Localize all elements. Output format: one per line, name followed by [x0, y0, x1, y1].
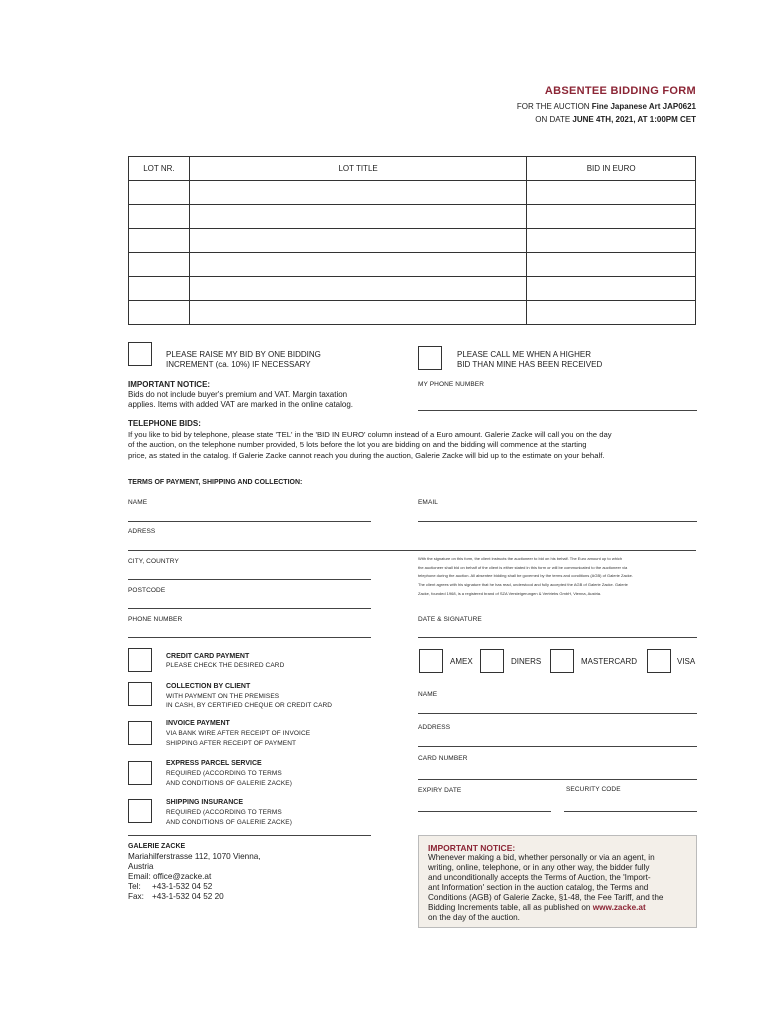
invoice-option: INVOICE PAYMENT VIA BANK WIRE AFTER RECEIPT OF INVOICE SHIPPING AFTER RECEIPT OF PAYMENT: [166, 720, 311, 747]
lot-nr-cell[interactable]: [129, 205, 190, 229]
phone-label: PHONE NUMBER: [128, 616, 183, 623]
credit-card-option: CREDIT CARD PAYMENT PLEASE CHECK THE DESIRED CARD: [166, 653, 285, 669]
lot-nr-cell[interactable]: [129, 229, 190, 253]
lot-title-cell[interactable]: [189, 181, 526, 205]
card-address-label: ADDRESS: [418, 724, 451, 731]
visa-checkbox[interactable]: [647, 649, 671, 673]
company-info: GALERIE ZACKE Mariahilferstrasse 112, 1070 Vienna, Austria Email: office@zacke.at Tel: +43-1-532 04 52 Fax: +43-1-532 04 52 20: [128, 843, 261, 901]
lot-title-cell[interactable]: [189, 205, 526, 229]
company-email: Email: office@zacke.at: [128, 872, 212, 881]
bid-cell[interactable]: [527, 253, 696, 277]
call-me-checkbox[interactable]: [418, 346, 442, 370]
shipping-insurance-checkbox[interactable]: [128, 799, 152, 823]
col-bid: BID IN EURO: [527, 157, 696, 181]
signature-input[interactable]: [418, 637, 697, 638]
expiry-input[interactable]: [418, 811, 551, 812]
my-phone-label: MY PHONE NUMBER: [418, 381, 485, 388]
terms-title: TERMS OF PAYMENT, SHIPPING AND COLLECTION:: [128, 479, 303, 486]
date-signature-label: DATE & SIGNATURE: [418, 616, 482, 623]
email-input[interactable]: [418, 521, 697, 522]
notice-title: IMPORTANT NOTICE:: [428, 843, 516, 853]
bid-cell[interactable]: [527, 229, 696, 253]
phone-input[interactable]: [128, 637, 371, 638]
postcode-label: POSTCODE: [128, 587, 166, 594]
lot-title-cell[interactable]: [189, 277, 526, 301]
mastercard-checkbox[interactable]: [550, 649, 574, 673]
raise-bid-checkbox[interactable]: [128, 342, 152, 366]
city-label: CITY, COUNTRY: [128, 558, 179, 565]
card-number-input[interactable]: [418, 779, 697, 780]
security-code-label: SECURITY CODE: [566, 786, 621, 793]
visa-label: VISA: [677, 657, 696, 666]
shipping-insurance-option: SHIPPING INSURANCE REQUIRED (ACCORDING TO TERMS AND CONDITIONS OF GALERIE ZACKE): [166, 799, 292, 826]
address-input[interactable]: [128, 550, 696, 551]
lot-row: [129, 205, 696, 229]
express-parcel-checkbox[interactable]: [128, 761, 152, 785]
email-label: EMAIL: [418, 499, 439, 506]
col-lot-title: LOT TITLE: [189, 157, 526, 181]
important-notice-box: [418, 835, 697, 928]
card-name-input[interactable]: [418, 713, 697, 714]
amex-label: AMEX: [450, 657, 473, 666]
lot-title-cell[interactable]: [189, 229, 526, 253]
credit-card-checkbox[interactable]: [128, 648, 152, 672]
form-header: [517, 85, 696, 124]
name-label: NAME: [128, 499, 148, 506]
company-tel: +43-1-532 04 52: [152, 882, 213, 891]
important-title: IMPORTANT NOTICE:: [128, 380, 211, 389]
auction-name: Fine Japanese Art JAP0621: [591, 102, 696, 111]
lot-row: [129, 229, 696, 253]
address-label: ADRESS: [128, 528, 156, 535]
lot-row: [129, 301, 696, 325]
amex-checkbox[interactable]: [419, 649, 443, 673]
lot-nr-cell[interactable]: [129, 253, 190, 277]
mastercard-label: MASTERCARD: [581, 657, 638, 666]
invoice-checkbox[interactable]: [128, 721, 152, 745]
date-line: ON DATE JUNE 4TH, 2021, AT 1:00PM CET: [535, 115, 696, 124]
call-me-label: PLEASE CALL ME WHEN A HIGHER BID THAN MINE HAS BEEN RECEIVED: [457, 350, 603, 369]
bid-cell[interactable]: [527, 277, 696, 301]
lots-header-row: [129, 157, 696, 181]
lot-title-cell[interactable]: [189, 253, 526, 277]
lot-row: [129, 181, 696, 205]
raise-bid-label: PLEASE RAISE MY BID BY ONE BIDDING INCREMENT (ca. 10%) IF NECESSARY: [166, 350, 321, 369]
col-lot-nr: LOT NR.: [129, 157, 190, 181]
card-name-label: NAME: [418, 691, 438, 698]
card-address-input[interactable]: [418, 746, 697, 747]
city-input[interactable]: [128, 579, 371, 580]
collection-checkbox[interactable]: [128, 682, 152, 706]
name-input[interactable]: [128, 521, 371, 522]
form-title: ABSENTEE BIDDING FORM: [544, 85, 696, 97]
diners-checkbox[interactable]: [480, 649, 504, 673]
bid-cell[interactable]: [527, 301, 696, 325]
express-parcel-option: EXPRESS PARCEL SERVICE REQUIRED (ACCORDING TO TERMS AND CONDITIONS OF GALERIE ZACKE): [166, 760, 292, 787]
notice-text: Whenever making a bid, whether personally or via an agent, in writing, online, telephone, or in any other way, the bidder fully and unconditionally accepts the Terms of Auction, the 'Import- ant Information' section in the auction catalog, the Terms and Conditions (AGB) of Galerie Zacke, §1-48, the Fee Tariff, and the Bidding Increments table, all as published on www.zacke.at on the day of the auction.: [428, 853, 664, 922]
collection-option: COLLECTION BY CLIENT WITH PAYMENT ON THE PREMISES IN CASH, BY CERTIFIED CHEQUE OR CREDIT CARD: [166, 683, 333, 709]
lot-row: [129, 253, 696, 277]
signature-disclaimer: With the signature on this form, the client instructs the auctioneer to bid on his behalf. The Euro amount up to which the auctioneer shall bid on behalf of the client is either stated in this form or will be communicated to the auctioneer via telephone during the auction. All absentee bidding shall be governed by the terms and conditions (AGB) of Galerie Zacke. The client agrees with his signature that he has read, understood and fully accepted the AGB of Galerie Zacke. Galerie Zacke, founded 1968, is a registered brand of SZA Versteigerungen & Vertriebs GmbH, Vienna, Austria.: [418, 556, 634, 596]
security-code-input[interactable]: [564, 811, 697, 812]
card-number-label: CARD NUMBER: [418, 755, 468, 762]
lot-title-cell[interactable]: [189, 301, 526, 325]
lot-row: [129, 277, 696, 301]
company-name: GALERIE ZACKE: [128, 843, 186, 850]
lot-nr-cell[interactable]: [129, 277, 190, 301]
important-notice: IMPORTANT NOTICE: Bids do not include buyer's premium and VAT. Margin taxation applies. Items with added VAT are marked in the online catalog.: [128, 380, 354, 409]
lot-nr-cell[interactable]: [129, 181, 190, 205]
postcode-input[interactable]: [128, 608, 371, 609]
diners-label: DINERS: [511, 657, 542, 666]
bid-cell[interactable]: [527, 181, 696, 205]
expiry-label: EXPIRY DATE: [418, 787, 462, 794]
options-divider: [128, 835, 371, 836]
telephone-bids: TELEPHONE BIDS: If you like to bid by telephone, please state 'TEL' in the 'BID IN EURO' column instead of a Euro amount. Galerie Zacke will call you on the day of the auction, on the telephone number provided, 5 lots before the lot you are bidding on and the bidding will commence at the starting price, as stated in the catalog. If Galerie Zacke cannot reach you during the auction, Galerie Zacke will bid up to the estimate on your behalf.: [128, 419, 698, 461]
bid-cell[interactable]: [527, 205, 696, 229]
auction-line: FOR THE AUCTION Fine Japanese Art JAP0621: [516, 102, 696, 111]
company-fax: +43-1-532 04 52 20: [152, 892, 224, 901]
my-phone-input[interactable]: [418, 410, 697, 411]
telephone-title: TELEPHONE BIDS:: [128, 419, 201, 428]
lot-nr-cell[interactable]: [129, 301, 190, 325]
auction-date: JUNE 4TH, 2021, AT 1:00PM CET: [572, 115, 696, 124]
zacke-link[interactable]: www.zacke.at: [592, 903, 646, 912]
lots-table: [128, 156, 696, 325]
